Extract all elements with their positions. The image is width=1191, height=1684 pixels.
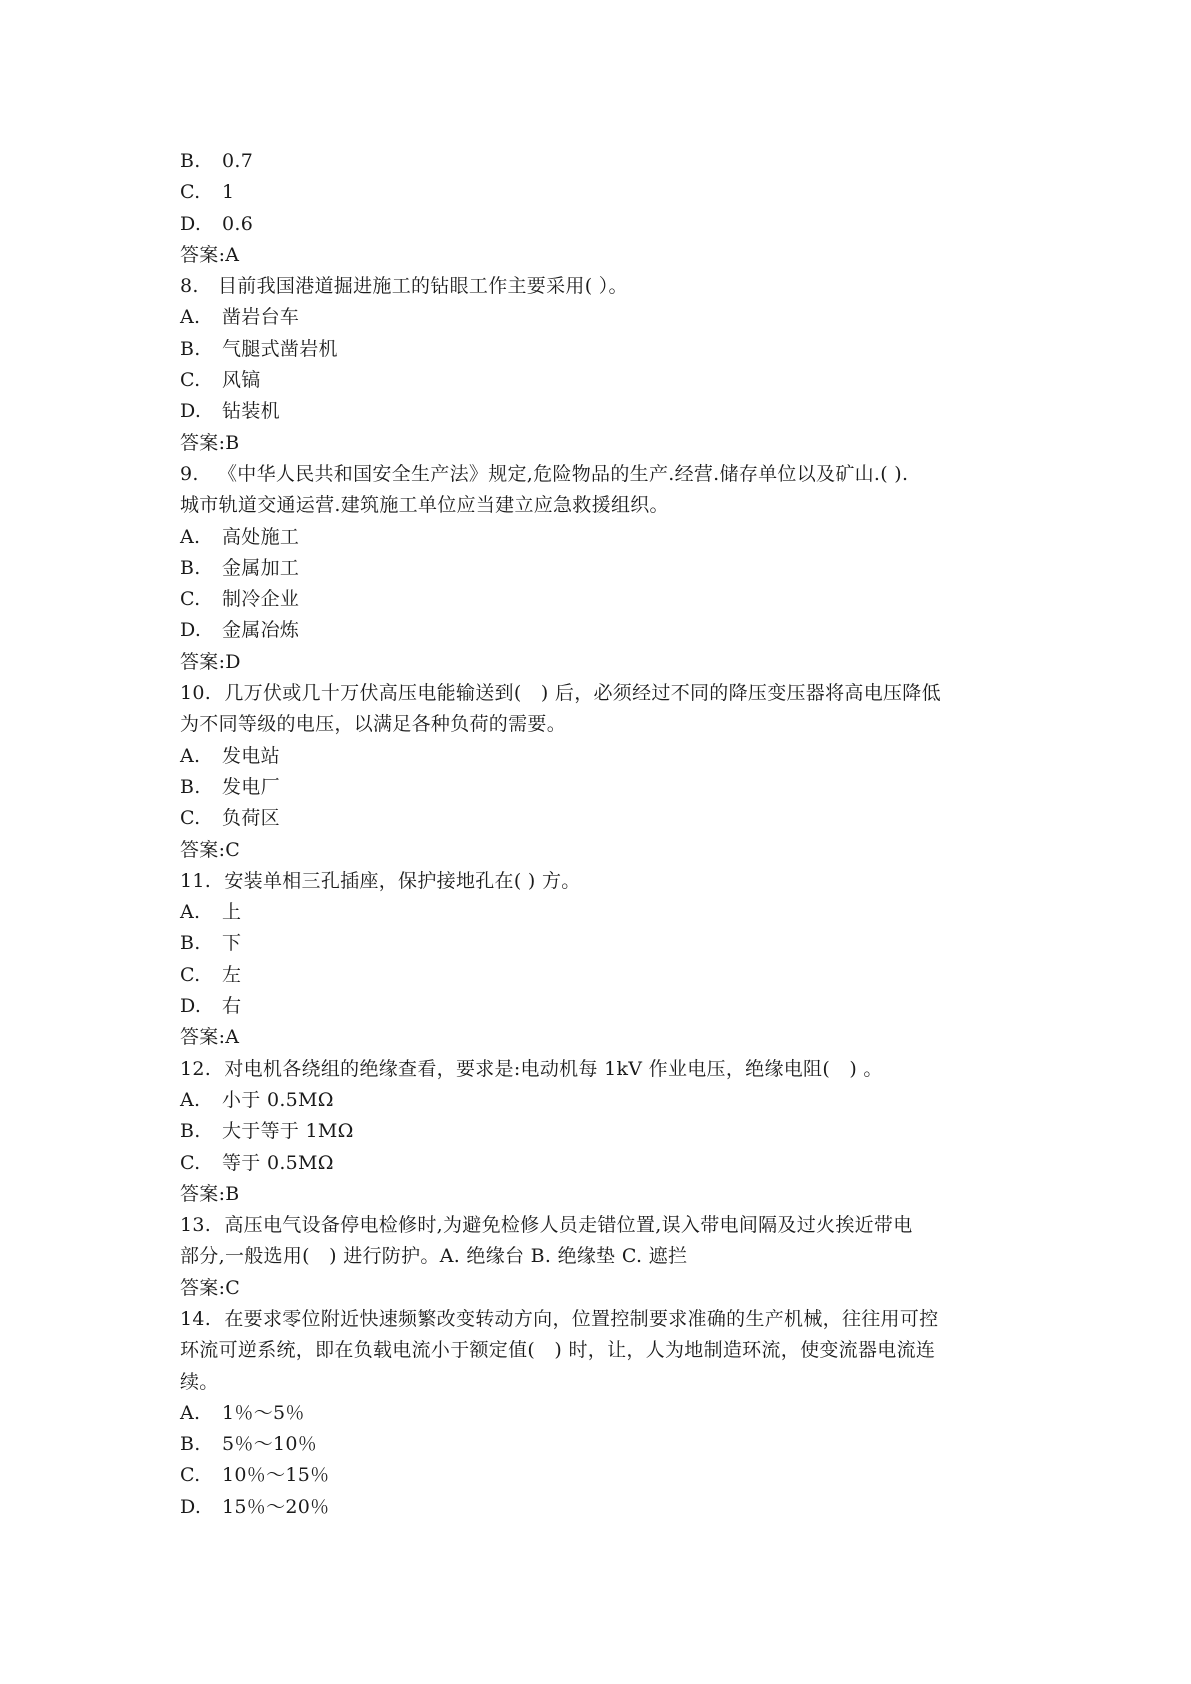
- answer-line: 答案:D: [180, 650, 241, 673]
- option-line: [180, 928, 1040, 959]
- question-number: 12.: [180, 1057, 212, 1080]
- question-line: [180, 1054, 1040, 1085]
- question-number: 13.: [180, 1214, 212, 1237]
- option-text: 右: [222, 995, 242, 1018]
- option-letter: A.: [180, 901, 201, 924]
- question-line: [180, 1210, 1040, 1241]
- option-text: 下: [222, 932, 242, 955]
- option-line: [180, 615, 1040, 646]
- question-number: 10.: [180, 682, 212, 705]
- option-text: 金属冶炼: [222, 619, 300, 642]
- question-text: 高压电气设备停电检修时,为避免检修人员走错位置,误入带电间隔及过火挨近带电: [218, 1214, 913, 1237]
- option-line: [180, 741, 1040, 772]
- question-number: 8.: [180, 275, 199, 298]
- option-line: [180, 1116, 1040, 1147]
- option-line: [180, 365, 1040, 396]
- option-letter: C.: [180, 1464, 201, 1487]
- option-letter: C.: [180, 963, 201, 986]
- answer-line: 答案:B: [180, 1182, 240, 1205]
- option-letter: D.: [180, 995, 202, 1018]
- question-text: 安装单相三孔插座，保护接地孔在( ) 方。: [218, 869, 581, 892]
- option-line: [180, 1148, 1040, 1179]
- option-letter: B.: [180, 775, 201, 798]
- option-letter: A.: [180, 525, 201, 548]
- question-text-continued: 环流可逆系统，即在负载电流小于额定值( ) 时，让，人为地制造环流，使变流器电流连: [180, 1339, 936, 1362]
- option-text: 凿岩台车: [222, 306, 300, 329]
- option-letter: C.: [180, 369, 201, 392]
- option-text: 等于 0.5MΩ: [222, 1151, 334, 1174]
- option-line: [180, 334, 1040, 365]
- option-letter: C.: [180, 181, 201, 204]
- option-line: [180, 209, 1040, 240]
- question-number: 11.: [180, 869, 212, 892]
- option-text: 金属加工: [222, 556, 300, 579]
- option-text: 钻装机: [222, 400, 280, 423]
- option-letter: B.: [180, 337, 201, 360]
- option-line: [180, 522, 1040, 553]
- option-line: [180, 584, 1040, 615]
- option-line: [180, 177, 1040, 208]
- option-letter: B.: [180, 150, 201, 172]
- option-letter: A.: [180, 1401, 201, 1424]
- option-letter: D.: [180, 212, 202, 235]
- option-line: [180, 803, 1040, 834]
- question-text-continued: 城市轨道交通运营.建筑施工单位应当建立应急救援组织。: [180, 494, 669, 517]
- option-line: [180, 553, 1040, 584]
- option-letter: B.: [180, 1433, 201, 1456]
- option-text: 风镐: [222, 369, 261, 392]
- question-text: 《中华人民共和国安全生产法》规定,危险物品的生产.经营.储存单位以及矿山.( ).: [218, 462, 909, 485]
- option-letter: C.: [180, 1151, 201, 1174]
- question-text: 对电机各绕组的绝缘查看，要求是:电动机每 1kV 作业电压，绝缘电阻( ) 。: [218, 1057, 883, 1080]
- question-text: 在要求零位附近快速频繁改变转动方向，位置控制要求准确的生产机械，往往用可控: [218, 1307, 939, 1330]
- answer-line: 答案:C: [180, 1276, 241, 1299]
- option-text: 负荷区: [222, 807, 280, 830]
- option-text: 10％～15％: [222, 1464, 330, 1487]
- option-text: 5％～10％: [222, 1433, 318, 1456]
- option-text: 气腿式凿岩机: [222, 337, 338, 360]
- option-text: 制冷企业: [222, 588, 300, 611]
- answer-line: 答案:B: [180, 431, 240, 454]
- option-text: 0.7: [222, 150, 254, 172]
- option-line: [180, 1085, 1040, 1116]
- question-number: 9.: [180, 462, 199, 485]
- option-line: [180, 772, 1040, 803]
- question-line: [180, 866, 1040, 897]
- option-letter: D.: [180, 619, 202, 642]
- option-letter: A.: [180, 744, 201, 767]
- answer-line: 答案:A: [180, 243, 240, 266]
- option-line: [180, 960, 1040, 991]
- question-text-continued: 为不同等级的电压，以满足各种负荷的需要。: [180, 713, 567, 736]
- option-text: 1％～5％: [222, 1401, 305, 1424]
- option-line: [180, 1460, 1040, 1491]
- option-text: 大于等于 1MΩ: [222, 1120, 354, 1143]
- option-text: 1: [222, 181, 235, 204]
- option-text: 小于 0.5MΩ: [222, 1088, 334, 1111]
- option-line: [180, 897, 1040, 928]
- question-text-continued: 续。: [180, 1370, 219, 1393]
- option-letter: D.: [180, 1495, 202, 1518]
- question-line: [180, 678, 1040, 709]
- option-letter: C.: [180, 588, 201, 611]
- answer-line: 答案:A: [180, 1026, 240, 1049]
- question-text: 几万伏或几十万伏高压电能输送到( ) 后，必须经过不同的降压变压器将高电压降低: [218, 682, 941, 705]
- option-line: [180, 1492, 1040, 1523]
- option-line: [180, 1429, 1040, 1460]
- option-line: [180, 302, 1040, 333]
- option-line: [180, 1398, 1040, 1429]
- option-text: 发电站: [222, 744, 280, 767]
- option-letter: A.: [180, 306, 201, 329]
- option-letter: B.: [180, 1120, 201, 1143]
- option-line: [180, 991, 1040, 1022]
- option-letter: C.: [180, 807, 201, 830]
- document-page: [180, 146, 1040, 1523]
- option-letter: A.: [180, 1088, 201, 1111]
- question-text: 目前我国港道掘进施工的钻眼工作主要采用( ）。: [218, 275, 628, 298]
- option-text: 上: [222, 901, 242, 924]
- option-text: 发电厂: [222, 775, 280, 798]
- option-letter: B.: [180, 556, 201, 579]
- option-letter: D.: [180, 400, 202, 423]
- option-letter: B.: [180, 932, 201, 955]
- option-text: 左: [222, 963, 242, 986]
- option-text: 15％～20％: [222, 1495, 330, 1518]
- answer-line: 答案:C: [180, 838, 241, 861]
- question-number: 14.: [180, 1307, 212, 1330]
- option-line: [180, 146, 1040, 177]
- option-text: 0.6: [222, 212, 254, 235]
- question-line: [180, 459, 1040, 490]
- question-line: [180, 271, 1040, 302]
- question-line: [180, 1304, 1040, 1335]
- option-text: 高处施工: [222, 525, 300, 548]
- question-text-continued: 部分,一般选用( ) 进行防护。A. 绝缘台 B. 绝缘垫 C. 遮拦: [180, 1245, 688, 1268]
- option-line: [180, 396, 1040, 427]
